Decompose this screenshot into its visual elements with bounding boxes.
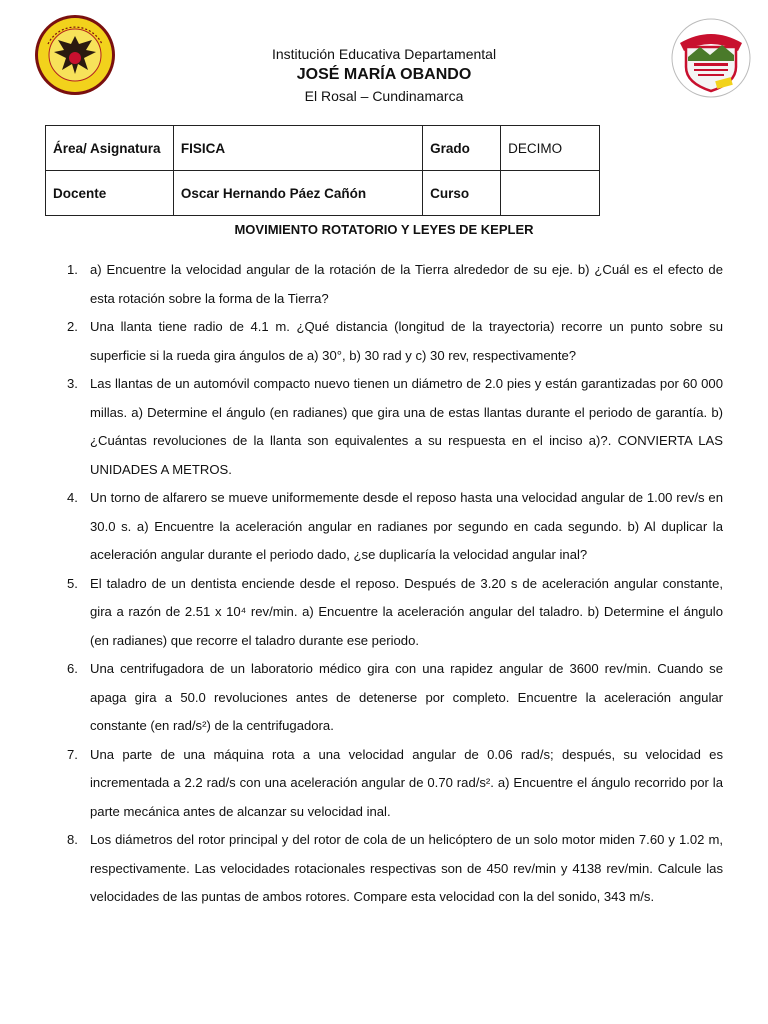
problem-text: El taladro de un dentista enciende desde el reposo. Después de 3.20 s de aceleración angular constante, gira a razón de 2.51 x 10⁴ rev/min. a) Encuentre la aceleración angular del taladro. b) Determine el ángulo (en radianes) que recorre el taladro durante ese periodo. xyxy=(90,575,723,648)
problem-number: 1. xyxy=(67,262,78,277)
grado-label: Grado xyxy=(423,126,501,171)
curso-label: Curso xyxy=(423,171,501,216)
institution-name: Institución Educativa Departamental xyxy=(271,46,497,62)
table-row xyxy=(46,126,600,171)
problem-item xyxy=(67,370,723,484)
problem-item xyxy=(67,256,723,313)
area-value: FISICA xyxy=(173,126,422,171)
problem-number: 2. xyxy=(67,319,78,334)
school-location: El Rosal – Cundinamarca xyxy=(304,88,464,104)
grado-value: DECIMO xyxy=(501,126,600,171)
course-info-table xyxy=(45,125,600,216)
school-header xyxy=(0,44,768,106)
area-label: Área/ Asignatura xyxy=(46,126,174,171)
problem-number: 3. xyxy=(67,376,78,391)
problem-number: 7. xyxy=(67,746,78,762)
problem-number: 6. xyxy=(67,661,78,676)
table-row xyxy=(46,171,600,216)
problem-text: a) Encuentre la velocidad angular de la rotación de la Tierra alrededor de su eje. b) ¿Cuál es el efecto de esta rotación sobre la forma de la Tierra? xyxy=(90,262,723,306)
problem-text: Una llanta tiene radio de 4.1 m. ¿Qué distancia (longitud de la trayectoria) recorre un punto sobre su superficie si la rueda gira ángulos de a) 30°, b) 30 rad y c) 30 rev, respectivamente? xyxy=(90,319,723,363)
problem-list xyxy=(67,256,723,912)
problem-item xyxy=(67,655,723,741)
problem-text: Las llantas de un automóvil compacto nuevo tienen un diámetro de 2.0 pies y están garantizadas por 60 000 millas. a) Determine el ángulo (en radianes) que gira una de estas llantas durante el periodo de garantía. b) ¿Cuántas revoluciones de la llanta son equivalentes a su respuesta en el inciso a)?. CONVIERTA LAS UNIDADES A METROS. xyxy=(90,376,723,477)
problem-item xyxy=(67,741,723,827)
problem-text: Un torno de alfarero se mueve uniformemente desde el reposo hasta una velocidad angular de 1.00 rev/s en 30.0 s. a) Encuentre la aceleración angular en radianes por segundo en cada segundo. b) Al duplicar la aceleración angular durante el periodo dado, ¿se duplicaría la velocidad angular inal? xyxy=(90,490,723,562)
problem-item xyxy=(67,313,723,370)
problem-text: Una parte de una máquina rota a una velocidad angular de 0.06 rad/s; después, su velocidad es incrementada a 2.2 rad/s con una aceleración angular de 0.70 rad/s². a) Encuentre el ángulo recorrido por la parte mecánica antes de alcanzar su velocidad inal. xyxy=(90,746,723,819)
problem-number: 5. xyxy=(67,575,78,591)
problem-item xyxy=(67,570,723,656)
problem-item xyxy=(67,484,723,570)
school-name: JOSÉ MARÍA OBANDO xyxy=(296,66,472,83)
worksheet-title: MOVIMIENTO ROTATORIO Y LEYES DE KEPLER xyxy=(234,222,534,237)
docente-value: Oscar Hernando Páez Cañón xyxy=(173,171,422,216)
problem-text: Una centrifugadora de un laboratorio médico gira con una rapidez angular de 3600 rev/min. Cuando se apaga gira a 50.0 revoluciones antes de detenerse por completo. Encuentre la aceleración angular constante (en rad/s²) de la centrifugadora. xyxy=(90,661,723,733)
problem-number: 4. xyxy=(67,490,78,505)
docente-label: Docente xyxy=(46,171,174,216)
problem-number: 8. xyxy=(67,832,78,847)
problem-item xyxy=(67,826,723,912)
curso-value xyxy=(501,171,600,216)
problem-text: Los diámetros del rotor principal y del rotor de cola de un helicóptero de un solo motor miden 7.60 y 1.02 m, respectivamente. Las velocidades rotacionales respectivas son de 450 rev/min y 4138 rev/min. Calcule las velocidades de las puntas de ambos rotores. Compare esta velocidad con la del sonido, 343 m/s. xyxy=(90,832,723,904)
